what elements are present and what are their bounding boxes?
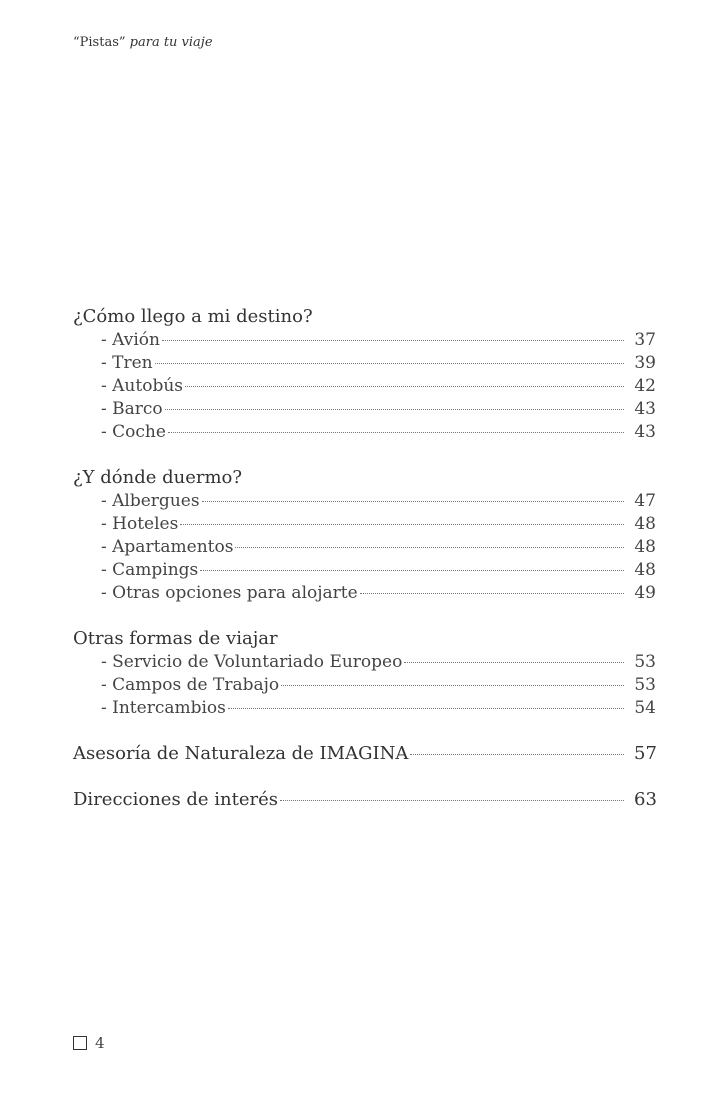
toc-section	[73, 742, 656, 766]
toc-entry[interactable]	[73, 490, 656, 513]
section-title: ¿Cómo llego a mi destino?	[73, 306, 313, 327]
running-header	[73, 35, 213, 50]
dot-leader	[281, 685, 624, 686]
entry-page: 43	[634, 422, 656, 442]
toc-entry[interactable]	[73, 559, 656, 582]
toc-entry[interactable]	[73, 352, 656, 375]
toc-section	[73, 466, 656, 605]
toc-entry[interactable]	[73, 582, 656, 605]
entry-page: 47	[634, 491, 656, 511]
toc-section	[73, 627, 656, 720]
dot-leader	[180, 524, 624, 525]
entry-label: - Servicio de Voluntariado Europeo	[101, 652, 403, 672]
page-number: 4	[95, 1034, 105, 1052]
entry-page: 48	[634, 514, 656, 534]
table-of-contents	[73, 305, 656, 834]
square-icon	[73, 1036, 87, 1050]
entry-label: - Avión	[101, 330, 160, 350]
entry-page: 57	[634, 743, 657, 764]
entry-label: - Tren	[101, 353, 153, 373]
entry-label: - Apartamentos	[101, 537, 234, 557]
header-italic: para tu viaje	[129, 35, 213, 50]
dot-leader	[155, 363, 624, 364]
entry-page: 37	[634, 330, 656, 350]
section-title: Otras formas de viajar	[73, 628, 278, 649]
toc-section	[73, 305, 656, 444]
entry-page: 48	[634, 537, 656, 557]
entry-label: - Campos de Trabajo	[101, 675, 280, 695]
toc-section	[73, 788, 656, 812]
entry-label: Asesoría de Naturaleza de IMAGINA	[73, 743, 409, 764]
dot-leader	[228, 708, 624, 709]
toc-entry[interactable]	[73, 651, 656, 674]
entry-label: - Campings	[101, 560, 199, 580]
toc-entry[interactable]	[73, 375, 656, 398]
entry-label: Direcciones de interés	[73, 789, 279, 810]
dot-leader	[185, 386, 624, 387]
entry-page: 54	[634, 698, 656, 718]
dot-leader	[168, 432, 624, 433]
entry-label: - Otras opciones para alojarte	[101, 583, 358, 603]
dot-leader	[280, 800, 624, 801]
entry-page: 43	[634, 399, 656, 419]
page-footer	[73, 1034, 105, 1052]
toc-entry[interactable]	[73, 742, 656, 766]
entry-label: - Hoteles	[101, 514, 179, 534]
toc-entry[interactable]	[73, 398, 656, 421]
entry-page: 63	[634, 789, 657, 810]
entry-label: - Intercambios	[101, 698, 226, 718]
toc-entry[interactable]	[73, 674, 656, 697]
entry-page: 48	[634, 560, 656, 580]
dot-leader	[165, 409, 624, 410]
toc-entry[interactable]	[73, 788, 656, 812]
entry-label: - Coche	[101, 422, 166, 442]
dot-leader	[235, 547, 624, 548]
dot-leader	[162, 340, 624, 341]
entry-label: - Autobús	[101, 376, 183, 396]
entry-page: 49	[634, 583, 656, 603]
dot-leader	[200, 570, 624, 571]
toc-entry[interactable]	[73, 329, 656, 352]
entry-page: 53	[634, 652, 656, 672]
entry-page: 42	[634, 376, 656, 396]
dot-leader	[410, 754, 624, 755]
section-title: ¿Y dónde duermo?	[73, 467, 243, 488]
entry-page: 53	[634, 675, 656, 695]
entry-label: - Barco	[101, 399, 163, 419]
dot-leader	[360, 593, 624, 594]
toc-entry[interactable]	[73, 536, 656, 559]
toc-entry[interactable]	[73, 697, 656, 720]
dot-leader	[404, 662, 624, 663]
toc-entry[interactable]	[73, 513, 656, 536]
toc-entry[interactable]	[73, 421, 656, 444]
entry-label: - Albergues	[101, 491, 200, 511]
entry-page: 39	[634, 353, 656, 373]
header-quote: “Pistas”	[73, 35, 126, 50]
dot-leader	[202, 501, 624, 502]
